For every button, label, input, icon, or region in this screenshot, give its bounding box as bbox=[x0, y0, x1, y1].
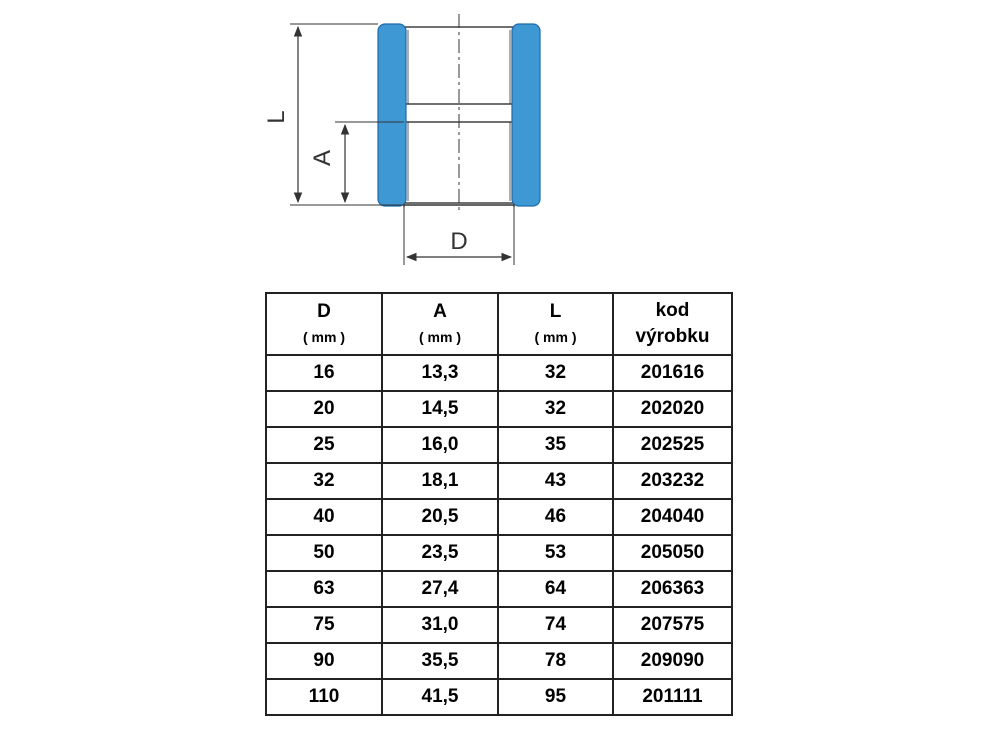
cell-a: 23,5 bbox=[382, 535, 498, 571]
a-label: A bbox=[309, 149, 336, 167]
l-label: L bbox=[263, 110, 290, 124]
left-socket bbox=[378, 24, 406, 206]
header-code-unit: výrobku bbox=[635, 326, 710, 347]
cell-code: 204040 bbox=[613, 499, 732, 535]
cell-a: 27,4 bbox=[382, 571, 498, 607]
cell-l: 53 bbox=[498, 535, 613, 571]
cell-code: 207575 bbox=[613, 607, 732, 643]
cell-code: 202525 bbox=[613, 427, 732, 463]
right-socket bbox=[512, 24, 540, 206]
table-header-row bbox=[266, 293, 732, 355]
cell-a: 41,5 bbox=[382, 679, 498, 715]
cell-d: 20 bbox=[266, 391, 382, 427]
cell-a: 14,5 bbox=[382, 391, 498, 427]
cell-code: 206363 bbox=[613, 571, 732, 607]
table-row bbox=[266, 679, 732, 715]
header-code bbox=[613, 293, 732, 355]
dimension-table bbox=[265, 292, 733, 716]
d-label: D bbox=[450, 228, 468, 255]
header-d-unit: ( mm ) bbox=[303, 329, 345, 345]
cell-code: 205050 bbox=[613, 535, 732, 571]
header-a-unit: ( mm ) bbox=[419, 329, 461, 345]
table-row bbox=[266, 571, 732, 607]
cell-l: 46 bbox=[498, 499, 613, 535]
header-d bbox=[266, 293, 382, 355]
table-row bbox=[266, 643, 732, 679]
header-a-label: A bbox=[433, 301, 447, 322]
table-row bbox=[266, 427, 732, 463]
cell-a: 20,5 bbox=[382, 499, 498, 535]
header-code-label: kod bbox=[655, 300, 690, 321]
coupling-diagram bbox=[0, 0, 1000, 290]
cell-d: 63 bbox=[266, 571, 382, 607]
cell-d: 90 bbox=[266, 643, 382, 679]
cell-l: 35 bbox=[498, 427, 613, 463]
header-l-unit: ( mm ) bbox=[534, 329, 577, 345]
header-d-label: D bbox=[317, 301, 331, 322]
cell-l: 32 bbox=[498, 355, 613, 391]
cell-l: 95 bbox=[498, 679, 613, 715]
cell-d: 32 bbox=[266, 463, 382, 499]
cell-a: 13,3 bbox=[382, 355, 498, 391]
cell-a: 16,0 bbox=[382, 427, 498, 463]
cell-code: 209090 bbox=[613, 643, 732, 679]
cell-a: 18,1 bbox=[382, 463, 498, 499]
cell-code: 201616 bbox=[613, 355, 732, 391]
table-row bbox=[266, 535, 732, 571]
cell-code: 203232 bbox=[613, 463, 732, 499]
cell-d: 50 bbox=[266, 535, 382, 571]
table-row bbox=[266, 463, 732, 499]
cell-l: 32 bbox=[498, 391, 613, 427]
table-row bbox=[266, 355, 732, 391]
cell-d: 40 bbox=[266, 499, 382, 535]
table-row bbox=[266, 499, 732, 535]
cell-d: 110 bbox=[266, 679, 382, 715]
cell-l: 64 bbox=[498, 571, 613, 607]
header-l-label: L bbox=[549, 301, 562, 322]
table-row bbox=[266, 391, 732, 427]
cell-a: 35,5 bbox=[382, 643, 498, 679]
cell-l: 43 bbox=[498, 463, 613, 499]
cell-l: 78 bbox=[498, 643, 613, 679]
table-row bbox=[266, 607, 732, 643]
cell-a: 31,0 bbox=[382, 607, 498, 643]
cell-d: 16 bbox=[266, 355, 382, 391]
header-l bbox=[498, 293, 613, 355]
header-a bbox=[382, 293, 498, 355]
cell-code: 201111 bbox=[613, 679, 732, 715]
cell-code: 202020 bbox=[613, 391, 732, 427]
cell-l: 74 bbox=[498, 607, 613, 643]
cell-d: 75 bbox=[266, 607, 382, 643]
cell-d: 25 bbox=[266, 427, 382, 463]
